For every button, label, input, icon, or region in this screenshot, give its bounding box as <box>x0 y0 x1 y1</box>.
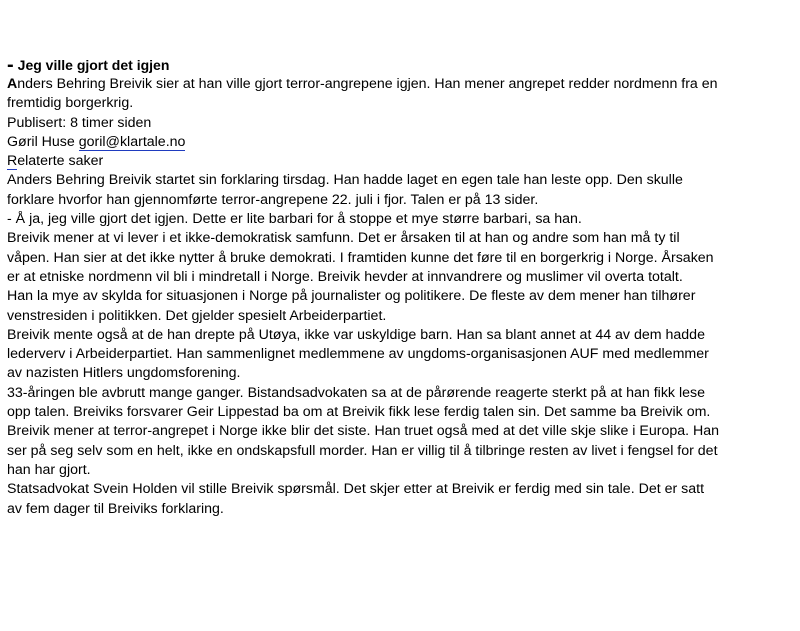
body-line: opp talen. Breiviks forsvarer Geir Lippestad ba om at Breivik fikk lese ferdig talen sin. Det samme ba Breivik om. <box>7 404 711 421</box>
lead-line <box>7 75 800 94</box>
article-body <box>7 171 800 518</box>
body-line: Anders Behring Breivik startet sin forklaring tirsdag. Han hadde laget en egen tale han leste opp. Den skulle <box>7 172 683 189</box>
headline-dash: - <box>7 54 14 76</box>
body-line: han har gjort. <box>7 461 91 478</box>
published-timestamp: Publisert: 8 timer siden <box>7 114 152 131</box>
body-line: - Å ja, jeg ville gjort det igjen. Dette er lite barbari for å stoppe et mye større barbari, sa han. <box>7 211 582 228</box>
body-line: Breivik mener at terror-angrepet i Norge ikke blir det siste. Han truet også med at det ville skje slike i Europa. Han <box>7 423 720 440</box>
body-line: forklare hvorfor han gjennomførte terror-angrepene 22. juli i fjor. Talen er på 13 sider. <box>7 191 539 208</box>
body-line: 33-åringen ble avbrutt mange ganger. Bistandsadvokaten sa at de pårørende reagerte sterkt på at han fikk lese <box>7 384 705 401</box>
article <box>7 53 800 519</box>
body-line: lederverv i Arbeiderpartiet. Han sammenlignet medlemmene av ungdoms-organisasjonen AUF med medlemmer <box>7 346 709 363</box>
body-line: Statsadvokat Svein Holden vil stille Breivik spørsmål. Det skjer etter at Breivik er ferdig med sin tale. Det er satt <box>7 481 705 498</box>
body-line: våpen. Han sier at det ikke nytter å bruke demokrati. I framtiden kunne det føre til en borgerkrig i Norge. Årsaken <box>7 249 714 266</box>
author-name: Gøril Huse <box>7 133 75 150</box>
body-line: venstresiden i politikken. Det gjelder spesielt Arbeiderpartiet. <box>7 307 387 324</box>
body-line: Han la mye av skylda for situasjonen i Norge på journalister og politikere. De fleste av dem mener han tilhører <box>7 288 696 305</box>
author-byline <box>7 133 800 152</box>
body-line: Breivik mente også at de han drepte på Utøya, ikke var uskyldige barn. Han sa blant annet at 44 av dem hadde <box>7 326 705 343</box>
body-line: ser på seg selv som en helt, ikke en ondskapsfull morder. Han er villig til å tilbringe resten av livet i fengsel for det <box>7 442 718 459</box>
body-line: Breivik mener at vi lever i et ikke-demokratisk samfunn. Det er årsaken til at han og andre som han må ty til <box>7 230 680 247</box>
related-articles-heading <box>7 152 800 171</box>
headline-text: Jeg ville gjort det igjen <box>17 57 170 73</box>
body-line: av fem dager til Breiviks forklaring. <box>7 500 224 517</box>
related-initial-link[interactable]: R <box>7 153 18 170</box>
body-line: av nazisten Hitlers ungdomsforening. <box>7 365 241 382</box>
article-headline <box>7 53 800 75</box>
lead-initial: A <box>7 76 18 92</box>
author-email-link[interactable]: goril@klartale.no <box>78 133 186 150</box>
lead-line: fremtidig borgerkrig. <box>7 95 134 112</box>
body-line: er at etniske nordmenn vil bli i mindretall i Norge. Breivik hevder at innvandrere og muslimer vil overta totalt. <box>7 268 683 285</box>
related-label: elaterte saker <box>17 153 104 170</box>
lead-text: nders Behring Breivik sier at han ville gjort terror-angrepene igjen. Han mener angrepet redder nordmenn fra en <box>17 76 718 92</box>
